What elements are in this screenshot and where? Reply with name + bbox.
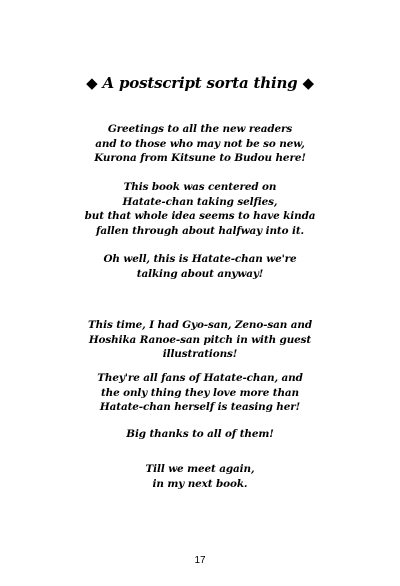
text-line: This time, I had Gyo-san, Zeno-san and [88, 319, 312, 331]
text-line: They're all fans of Hatate-chan, and [97, 372, 303, 384]
text-line: Oh well, this is Hatate-chan we're [103, 253, 297, 265]
text-line: talking about anyway! [136, 267, 264, 280]
text-line: but that whole idea seems to have kinda [84, 210, 316, 222]
page-number: 17 [194, 555, 206, 566]
text-line: Till we meet again, [145, 463, 255, 475]
text-line: Hoshika Ranoe-san pitch in with guest [88, 333, 312, 346]
text-line: Kurona from Kitsune to Budou here! [94, 152, 306, 164]
paragraph-guest-illustrations [0, 318, 400, 362]
paragraph-book-theme [0, 180, 400, 238]
text-line: illustrations! [162, 348, 238, 360]
text-line: Hatate-chan taking selfies, [122, 195, 278, 208]
text-line: Hatate-chan herself is teasing her! [99, 401, 301, 413]
diamond-left-icon: ◆ [86, 74, 98, 92]
diamond-right-icon: ◆ [302, 74, 314, 92]
text-line: and to those who may not be so new, [95, 137, 305, 150]
text-line: the only thing they love more than [100, 386, 300, 399]
text-line: fallen through about halfway into it. [95, 224, 305, 237]
text-line: in my next book. [152, 477, 248, 490]
paragraph-fans [0, 371, 400, 415]
text-line: Greetings to all the new readers [107, 123, 293, 135]
paragraph-oh-well [0, 252, 400, 281]
text-line: This book was centered on [123, 181, 277, 193]
paragraph-closing [0, 462, 400, 491]
text-line: Big thanks to all of them! [126, 428, 274, 440]
paragraph-thanks [0, 427, 400, 442]
page-title [0, 74, 400, 92]
paragraph-greetings [0, 122, 400, 166]
title-text: A postscript sorta thing [102, 74, 298, 92]
